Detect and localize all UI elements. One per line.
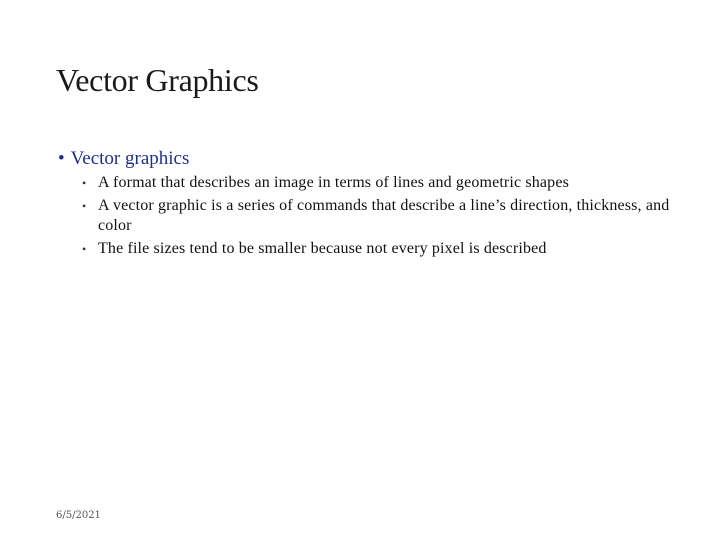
bullet-marker: • <box>58 148 65 169</box>
bullet-level-1 <box>58 147 189 171</box>
sub-bullet-text: A vector graphic is a series of commands that describe a line’s direction, thickness, and color <box>98 197 670 234</box>
sub-bullet-text: A format that describes an image in terms of lines and geometric shapes <box>98 174 569 191</box>
sub-bullet-marker: • <box>82 242 87 256</box>
sub-bullet-list <box>82 173 682 262</box>
footer-date: 6/5/2021 <box>56 510 101 521</box>
sub-bullet-item <box>82 196 682 236</box>
sub-bullet-marker: • <box>82 176 87 190</box>
sub-bullet-item <box>82 239 682 259</box>
sub-bullet-text: The file sizes tend to be smaller because not every pixel is described <box>98 240 547 257</box>
sub-bullet-item <box>82 173 682 193</box>
sub-bullet-marker: • <box>82 199 87 213</box>
slide-title: Vector Graphics <box>56 62 259 98</box>
bullet-text: Vector graphics <box>70 148 190 169</box>
